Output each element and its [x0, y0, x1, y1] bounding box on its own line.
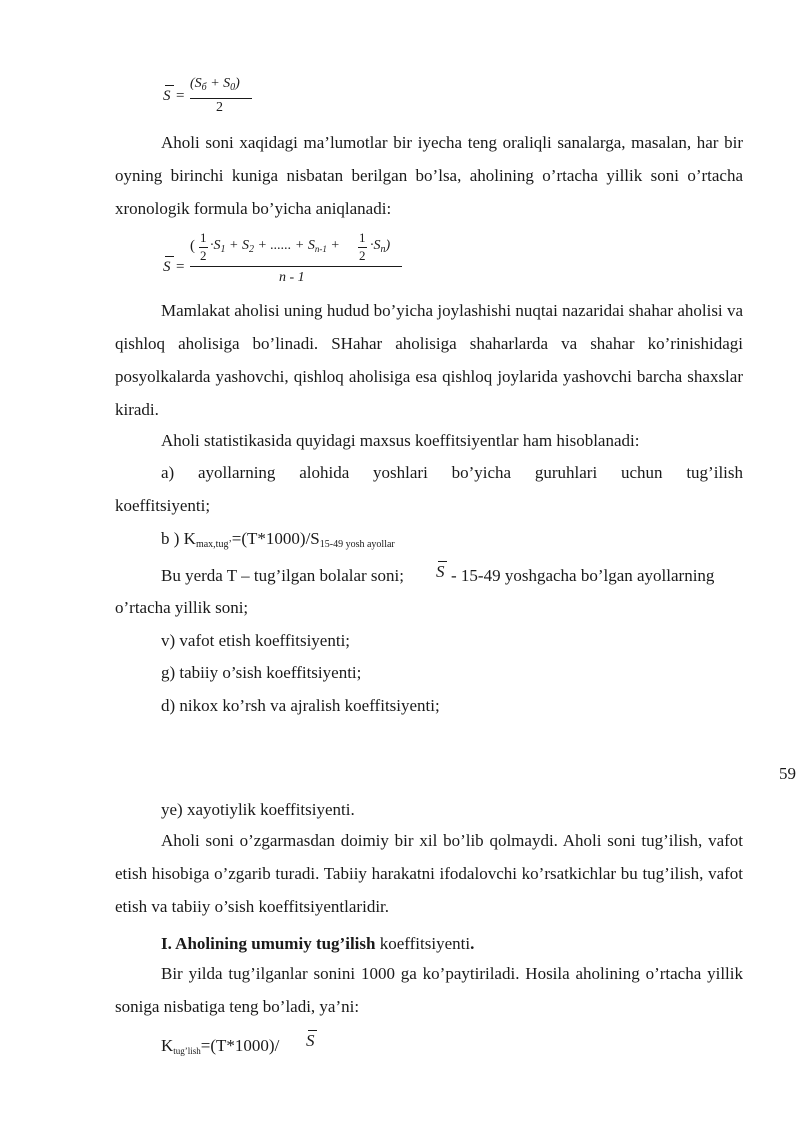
list-item-a-cont: koeffitsiyenti; [115, 496, 211, 515]
page-number: 59 [779, 764, 796, 783]
list-item-ye: ye) xayotiylik koeffitsiyenti. [161, 800, 355, 819]
list-item-v: v) vafot etish koeffitsiyenti; [161, 631, 351, 650]
list-item-g: g) tabiiy o’sish koeffitsiyenti; [161, 663, 362, 682]
list-item-a: a) ayollarning alohida yoshlari bo’yicha guruhlari uchun tug’ilish [161, 463, 743, 482]
paragraph-intro: Aholi soni xaqidagi ma’lumotlar bir iyecha teng oraliqli sanalarga, masalan, har bir oyning birinchi kuniga nisbatan berilgan bo’lsa, aholining o’rtacha yillik soni o’rtacha xronologik formula bo’yicha aniqlanadi: [115, 133, 743, 218]
paragraph-urban-rural: Mamlakat aholisi uning hudud bo’yicha joylashishi nuqtai nazaridai shahar aholisi va qishloq aholisiga bo’linadi. SHahar aholisiga shaharlarda va shahar ko’rinishidagi posyolkalarda yashovchi, qishloq aholisiga esa qishloq joylarida yashovchi barcha shaxslar kiradi. [115, 301, 743, 419]
section-heading: I. Aholining umumiy tug’ilish koeffitsiyenti. [161, 934, 475, 953]
paragraph-birth-rate: Bir yilda tug’ilganlar sonini 1000 ga ko’paytiriladi. Hosila aholining o’rtacha yillik soniga nisbatiga teng bo’ladi, ya’ni: [115, 964, 743, 1016]
paragraph-special-coefficients: Aholi statistikasida quyidagi maxsus koeffitsiyentlar ham hisoblanadi: [161, 431, 640, 450]
paragraph-population-change: Aholi soni o’zgarmasdan doimiy bir xil bo’lib qolmaydi. Aholi soni tug’ilish, vafot etish hisobiga o’zgarib turadi. Tabiiy harakatni ifodalovchi ko’rsatkichlar bu tug’ilish, vafot etish va tabiiy o’sish koeffitsiyentlaridir. [115, 831, 743, 916]
list-item-b: b ) $K_{max,tug’}=(T*1000)/S_{15-49 yosh ayollar}$ [161, 529, 395, 550]
list-item-d: d) nikox ko’rsh va ajralish koeffitsiyenti; [161, 696, 440, 715]
document-page: S = $(S_б + S_0)$ 2 Aholi soni xaqidagi ma’lumotlar bir iyecha teng oraliqli sanalarga, masalan, har bir oyning birinchi kuniga nisbatan berilgan bo’lsa, aholining o’rtacha yillik soni o’rtacha xronologik formula bo’yicha aniqlanadi: S = ( 1 2 $\cdot S_1 + S_2$ + ...... + $S_{n-1}$ + 1 2 $\cdot S_n$) n - 1 Mamlakat aholisi uning hudud bo’yicha joylashishi nuqtai nazaridai shahar aholisi va qishloq aholisiga bo’linadi. SHahar aholisiga shaharlarda va shahar ko’rinishidagi posyolkalarda yashovchi, qishloq aholisiga esa qishloq joylarida yashovchi barcha shaxslar kiradi. Aholi statistikasida quyidagi maxsus koeffitsiyentlar ham hisoblanadi: a) ayollarning alohida yoshlari bo’yicha guruhlari uchun tug’ilish koeffitsiyenti; b ) $K_{max,tug’}=(T*1000)/S_{15-49 yosh ayollar}$ Bu yerda T – tug’ilgan bolalar soni; S - 15-49 yoshgacha bo’lgan ayollarning o’rtacha yillik soni; v) vafot etish koeffitsiyenti; g) tabiiy o’sish koeffitsiyenti; d) nikox ko’rsh va ajralish koeffitsiyenti; 59 ye) xayotiylik koeffitsiyenti. Aholi soni o’zgarmasdan doimiy bir xil bo’lib qolmaydi. Aholi soni tug’ilish, vafot etish hisobiga o’zgarib turadi. Tabiiy harakatni ifodalovchi ko’rsatkichlar bu tug’ilish, vafot etish va tabiiy o’sish koeffitsiyentlaridir. I. Aholining umumiy tug’ilish koeffitsiyenti. Bir yilda tug’ilganlar sonini 1000 ga ko’paytiriladi. Hosila aholining o’rtacha yillik soniga nisbatiga teng bo’ladi, ya’ni: $K_{tug’lish}=(T*1000)/$ S [115, 76, 796, 1056]
